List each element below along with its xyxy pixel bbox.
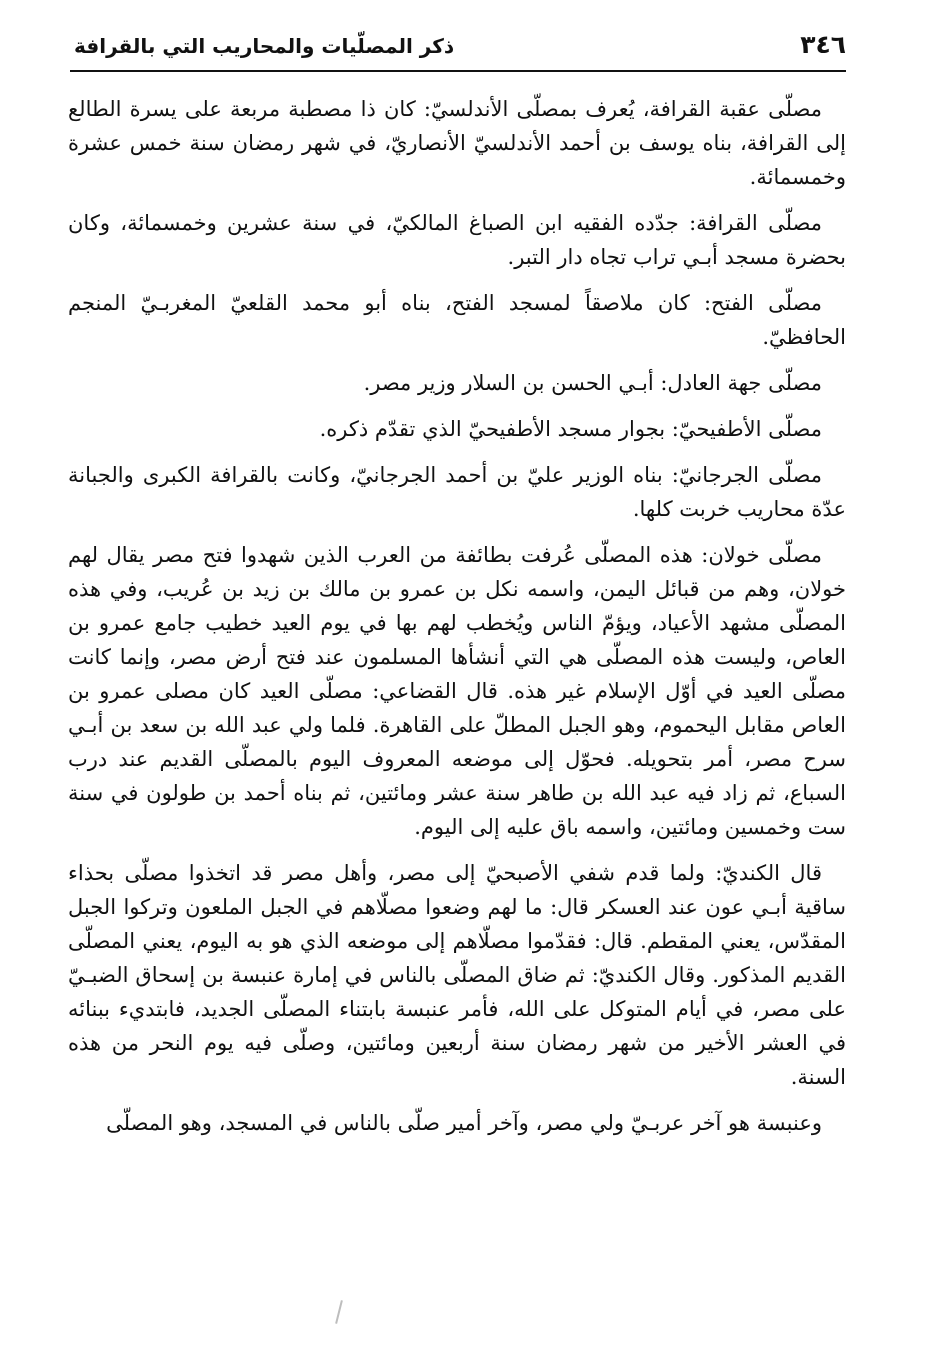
page-header [70, 28, 846, 68]
paragraph-musalla-al-atfihi: مصلّى الأطفيحيّ: بجوار مسجد الأطفيحيّ الذي تقدّم ذكره. [319, 417, 822, 441]
paragraph-musalla-khawlan: مصلّى خولان: هذه المصلّى عُرفت بطائفة من العرب الذين شهدوا فتح مصر يقال لهم خولان، وهم من قبائل اليمن، واسمه نكل بن عمرو بن مالك بن زيد بن عُريب، وفي هذه المصلّى مشهد الأعياد، ويؤمّ الناس ويُخطب لهم بها في يوم العيد خطيب جامع عمرو بن العاص، وليست هذه المصلّى هي التي أنشأها المسلمون عند فتح أرض مصر، وإنما كانت مصلّى العيد في أوّل الإسلام غير هذه. قال القضاعي: مصلّى العيد كان مصلى عمرو بن العاص مقابل اليحموم، وهو الجبل المطلّ على القاهرة. فلما ولي عبد الله بن سعد بن أبـي سرح مصر، أمر بتحويله. فحوّل إلى موضعه المعروف اليوم بالمصلّى القديم عند درب السباع، ثم زاد فيه عبد الله بن طاهر سنة عشر ومائتين، ثم بناه أحمد بن طولون في سنة ست وخمسين ومائتين، واسمه باق عليه إلى اليوم. [68, 543, 846, 839]
page-body [68, 92, 846, 1140]
header-rule [70, 70, 846, 72]
paragraph-musalla-aqabat-al-qarafa: مصلّى عقبة القرافة، يُعرف بمصلّى الأندلسيّ: كان ذا مصطبة مربعة على يسرة الطالع إلى القرافة، بناه يوسف بن أحمد الأندلسيّ الأنصاريّ، في شهر رمضان سنة خمس عشرة وخمسمائة. [68, 97, 846, 189]
paragraph-qal-al-kindi: قال الكنديّ: ولما قدم شفي الأصبحيّ إلى مصر، وأهل مصر قد اتخذوا مصلّى بحذاء ساقية أبـي عون عند العسكر قال: ما لهم وضعوا مصلّاهم في الجبل الملعون وتركوا الجبل المقدّس، يعني المقطم. قال: فقدّموا مصلّاهم إلى موضعه الذي هو به اليوم، يعني المصلّى القديم المذكور. وقال الكنديّ: ثم ضاق المصلّى بالناس في إمارة عنبسة بن إسحاق الضبـيّ على مصر، في أيام المتوكل على الله، فأمر عنبسة بابتناء المصلّى الجديد، فابتديء ببنائه في العشر الأخير من شهر رمضان سنة أربعين ومائتين، وصلّى فيه يوم النحر من هذه السنة. [68, 861, 846, 1089]
paragraph-musalla-al-fath: مصلّى الفتح: كان ملاصقاً لمسجد الفتح، بناه أبو محمد القلعيّ المغربـيّ المنجم الحافظيّ. [68, 291, 846, 349]
page-number: ٣٤٦ [800, 30, 846, 59]
running-title: ذكر المصلّيات والمحاريب التي بالقرافة [74, 34, 455, 58]
paragraph-musalla-jihat-al-adil: مصلّى جهة العادل: أبـي الحسن بن السلار وزير مصر. [363, 371, 822, 395]
paragraph-musalla-al-jurjani: مصلّى الجرجانيّ: بناه الوزير عليّ بن أحمد الجرجانيّ، وكانت بالقرافة الكبرى والجبانة عدّة محاريب خربت كلها. [68, 463, 846, 521]
scan-mark [335, 1300, 343, 1324]
paragraph-anbasa: وعنبسة هو آخر عربـيّ ولي مصر، وآخر أمير صلّى بالناس في المسجد، وهو المصلّى [106, 1111, 822, 1135]
paragraph-musalla-al-qarafa: مصلّى القرافة: جدّده الفقيه ابن الصباغ المالكيّ، في سنة عشرين وخمسمائة، وكان بحضرة مسجد أبـي تراب تجاه دار التبر. [68, 211, 846, 269]
